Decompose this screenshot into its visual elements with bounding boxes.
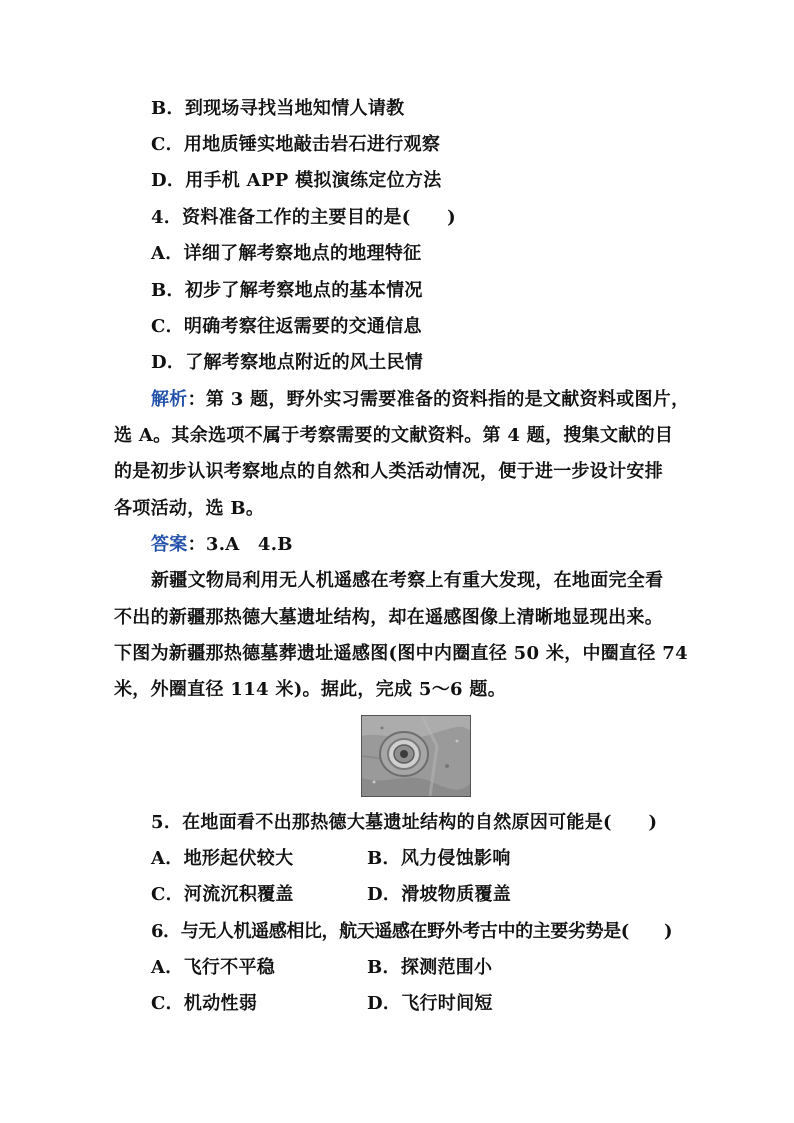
q5-option-c: C．河流沉积覆盖: [151, 884, 294, 905]
q6-option-b: B．探测范围小: [367, 957, 493, 978]
answer-label: 答案: [151, 534, 188, 555]
q6-option-a: A．飞行不平稳: [151, 957, 276, 978]
q3-option-d: D．用手机 APP 模拟演练定位方法: [151, 170, 442, 191]
passage-line-2: 不出的新疆那热德大墓遗址结构，却在遥感图像上清晰地显现出来。: [114, 607, 663, 628]
q4-option-c: C．明确考察往返需要的交通信息: [151, 316, 422, 337]
answer-text: ：3.A 4.B: [187, 534, 293, 555]
q3-option-c: C．用地质锤实地敲击岩石进行观察: [151, 134, 441, 155]
q4-stem: 4．资料准备工作的主要目的是( ): [151, 207, 456, 228]
q6-option-c: C．机动性弱: [151, 993, 258, 1014]
tomb-remote-sensing-photo: [362, 716, 470, 796]
analysis-label: 解析: [151, 389, 188, 410]
q4-option-a: A．详细了解考察地点的地理特征: [151, 243, 422, 264]
passage-line-4: 米，外圈直径 114 米)。据此，完成 5～6 题。: [114, 679, 507, 700]
q5-option-b: B．风力侵蚀影响: [367, 848, 511, 869]
q4-option-b: B．初步了解考察地点的基本情况: [151, 280, 423, 301]
q6-options-row-2: [151, 992, 751, 1016]
passage-line-3: 下图为新疆那热德墓葬遗址遥感图(图中内圈直径 50 米，中圈直径 74: [114, 643, 688, 664]
analysis-line-2: 选 A。其余选项不属于考察需要的文献资料。第 4 题，搜集文献的目: [114, 425, 674, 446]
q6-option-d: D．飞行时间短: [367, 993, 493, 1014]
analysis-text-1: ：第 3 题，野外实习需要准备的资料指的是文献资料或图片，: [187, 389, 690, 410]
q5-options-row-1: [151, 847, 751, 871]
analysis-line-4: 各项活动，选 B。: [114, 498, 265, 519]
q5-options-row-2: [151, 883, 751, 907]
remote-sensing-image: [361, 715, 471, 797]
q6-stem: 6．与无人机遥感相比，航天遥感在野外考古中的主要劣势是( ): [151, 921, 673, 942]
passage-line-1: 新疆文物局利用无人机遥感在考察上有重大发现，在地面完全看: [151, 570, 664, 591]
analysis-line-1: [151, 388, 689, 412]
q5-option-d: D．滑坡物质覆盖: [367, 884, 512, 905]
q4-option-d: D．了解考察地点附近的风土民情: [151, 352, 424, 373]
q5-option-a: A．地形起伏较大: [151, 848, 294, 869]
q5-stem: 5．在地面看不出那热德大墓遗址结构的自然原因可能是( ): [151, 812, 658, 833]
analysis-line-3: 的是初步认识考察地点的自然和人类活动情况，便于进一步设计安排: [114, 461, 663, 482]
answer-line: [151, 533, 293, 557]
q6-options-row-1: [151, 956, 751, 980]
q3-option-b: B．到现场寻找当地知情人请教: [151, 98, 405, 119]
